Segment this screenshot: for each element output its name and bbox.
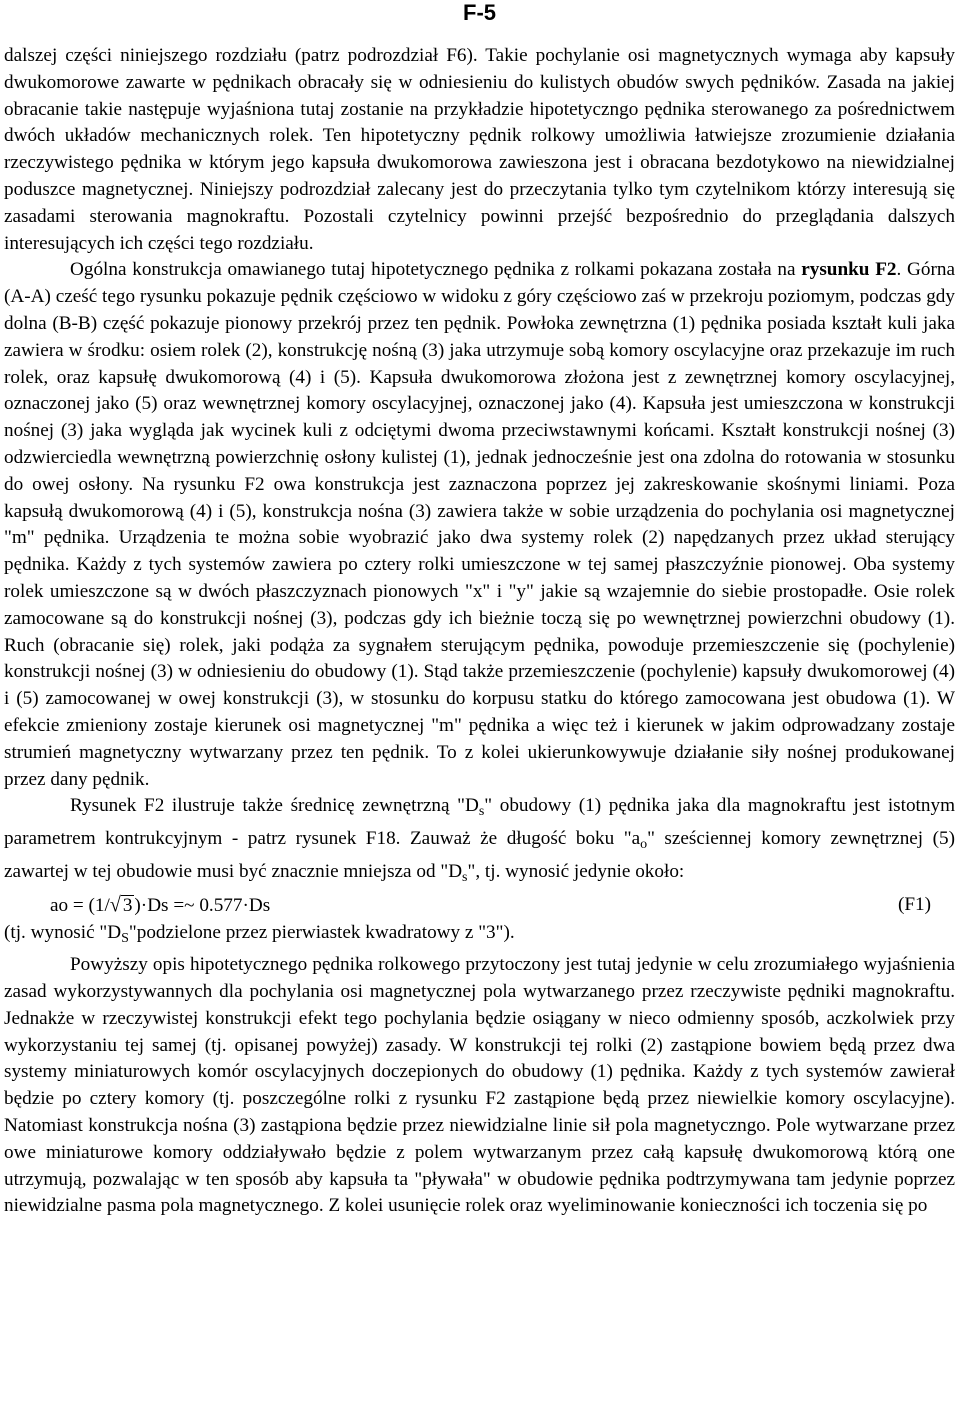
subscript: o (640, 837, 648, 853)
text-run: Rysunek F2 ilustruje także średnicę zewnętrzną "D (70, 795, 479, 817)
paragraph-2-lead: Ogólna konstrukcja omawianego tutaj hipotetycznego pędnika z rolkami pokazana została na (70, 259, 796, 281)
figure-reference: rysunku F2 (801, 259, 897, 281)
radicand: 3 (122, 894, 133, 916)
subscript: s (478, 804, 485, 820)
subscript: s (462, 869, 468, 885)
text-run: (tj. wynosić "D (4, 921, 122, 943)
equation-lhs: ao = (1/ (50, 894, 110, 916)
text-run: " obudowy (1) pędnika jaka dla magnokraftu jest istotnym parametrem kontrukcyjnym - patrz rysunek F18. Zauważ że długość boku "a (4, 795, 955, 850)
paragraph-2 (4, 257, 955, 793)
equation-f1 (4, 892, 955, 920)
equation-rhs: )·Ds =~ 0.577·Ds (134, 894, 271, 916)
paragraph-3 (4, 793, 955, 891)
paragraph-4 (4, 920, 955, 953)
paragraph-5: Powyższy opis hipotetycznego pędnika rolkowego przytoczony jest tutaj jedynie w celu zrozumiałego wyjaśnienia zasad wykorzystywannych dla pochylania osi magnetycznej pola wytwarzanego przez rzeczywiste pędniki magnokraftu. Jednakże w rzeczywistej konstrukcji efekt tego pochylania będzie osiągany w nieco odmienny sposób, aczkolwiek przy wykorzystaniu tej samej (tj. opisanej powyżej) zasady. W konstrukcji tej rolki (2) zastąpione bowiem będą przez dwa systemy miniaturowych komór oscylacyjnych doczepionych do obudowy (1) pędnika. Każdy z tych systemów zawierał będzie po cztery komory (tj. poszczególne rolki z rysunku F2 zastąpione będą przez niewielkie komory oscylacyjne). Natomiast konstrukcja nośna (3) zastąpiona będzie przez niewidzialne linie sił pola magnetyczngo. Pole wytwarzane przez owe miniaturowe komory oddziaływało będzie z polem wytwarzanym przez całą kapsułę dwukomorową którą one utrzymują, pozwalając w ten sposób aby kapsuła ta "pływała" w obudowie pędnika podtrzymywana tam jedynie poprzez niewidzialne pasma pola magnetycznego. Z kolei usunięcie rolek oraz wyeliminowanie konieczności ich toczenia się po (4, 954, 955, 1217)
body-text (4, 43, 955, 1220)
page-number: F-5 (463, 0, 496, 25)
paragraph-2-body: . Górna (A-A) cześć tego rysunku pokazuje pędnik częściowo w widoku z góry częściowo zaś w przekroju poziomym, podczas gdy dolna (B-B) część pokazuje pionowy przekrój przez ten pędnik. Powłoka zewnętrzna (1) pędnika posiada kształt kuli jaka zawiera w środku: osiem rolek (2), konstrukcję nośną (3) jaka utrzymuje sobą komory oscylacyjne oraz przekazuje im ruch rolek, oraz kapsułę dwukomorową (4) i (5). Kapsuła dwukomorowa złożona jest z zewnętrznej komory oscylacyjnej, oznaczonej jako (5) oraz wewnętrznej komory oscylacyjnej, oznaczonej jako (4). Kapsuła jest umieszczona w konstrukcji nośnej (3) jaka wygląda jak wycinek kuli z odciętymi dwoma przeciwstawnymi końcami. Kształt konstrukcji nośnej (3) odzwierciedla wewnętrzną powierzchnię osłony kulistej (1), jednak jednocześnie jest ona zdolna do rotowania w stosunku do owej osłony. Na rysunku F2 owa konstrukcja jest zaznaczona poprzez jej zakreskowanie skośnymi liniami. Poza kapsułą dwukomorową (4) i (5), konstrukcja nośna (3) zawiera także w sobie urządzenia do pochylania osi magnetycznej "m" pędnika. Urządzenia te można sobie wyobrazić jako dwa systemy rolek (2) napędzanych przez układ sterujący pędnika. Każdy z tych systemów zawiera po cztery rolki umieszczone w tej samej płaszczyźnie pionowej. Oba systemy rolek umieszczone są w dwóch płaszczyznach pionowych "x" i "y" jakie są wzajemnie do siebie prostopadłe. Osie rolek zamocowane są do konstrukcji nośnej (3), podczas gdy ich bieżnie toczą się po wewnętrznej powierzchni obudowy (1). Ruch (obracanie się) rolek, jaki podąża za sygnałem sterującym pędnika, powoduje przemieszczenie się (pochylenie) konstrukcji nośnej (3) w odniesieniu do obudowy (1). Stąd także przemieszczenie (pochylenie) kapsuły dwukomorowej (4) i (5) zamocowanej w owej konstrukcji (3), w stosunku do korpusu statku do którego zamocowana jest obudowa (1). W efekcie zmieniony zostaje kierunek osi magnetycznej "m" pędnika a więc też i kierunek w jakim odprowadzany zostaje strumień magnetyczny wytwarzany przez ten pędnik. To z kolei ukierunkowywuje działanie siły nośnej produkowanej przez dany pędnik. (4, 259, 955, 790)
radical-sign: √ (109, 893, 121, 917)
paragraph-1: dalszej części niniejszego rozdziału (patrz podrozdział F6). Takie pochylanie osi magnetycznych wymaga aby kapsuły dwukomorowe zawarte w pędnikach obracały się w odniesieniu do kulistych obudów swych pędników. Zasada na jakiej obracanie takie następuje wyjaśniona tutaj zostanie na przykładzie hipotetyczngo pędnika sterowanego za pośrednictwem dwóch układów mechanicznych rolek. Ten hipotetyczny pędnik rolkowy umożliwia łatwiejsze zrozumienie działania rzeczywistego pędnika w którym jego kapsuła dwukomorowa zawieszona jest i obracana bezdotykowo na niewidzialnej poduszce magnetycznej. Niniejszy podrozdział zalecany jest do przeczytania tylko tym czytelnikom którzy interesują się zasadami sterowania magnokraftu. Pozostali czytelnicy powinni przejść bezpośrednio do przeglądania dalszych interesujących ich części tego rozdziału. (4, 45, 955, 254)
text-run: ", tj. wynosić jedynie około: (467, 860, 685, 882)
text-run: "podzielone przez pierwiastek kwadratowy z "3"). (128, 921, 515, 943)
text-run: " sześciennej komory zewnętrznej (5) zawartej w tej obudowie musi być znacznie mniejsza od "D (4, 828, 955, 882)
subscript: S (121, 930, 129, 946)
equation-number: (F1) (897, 893, 931, 915)
